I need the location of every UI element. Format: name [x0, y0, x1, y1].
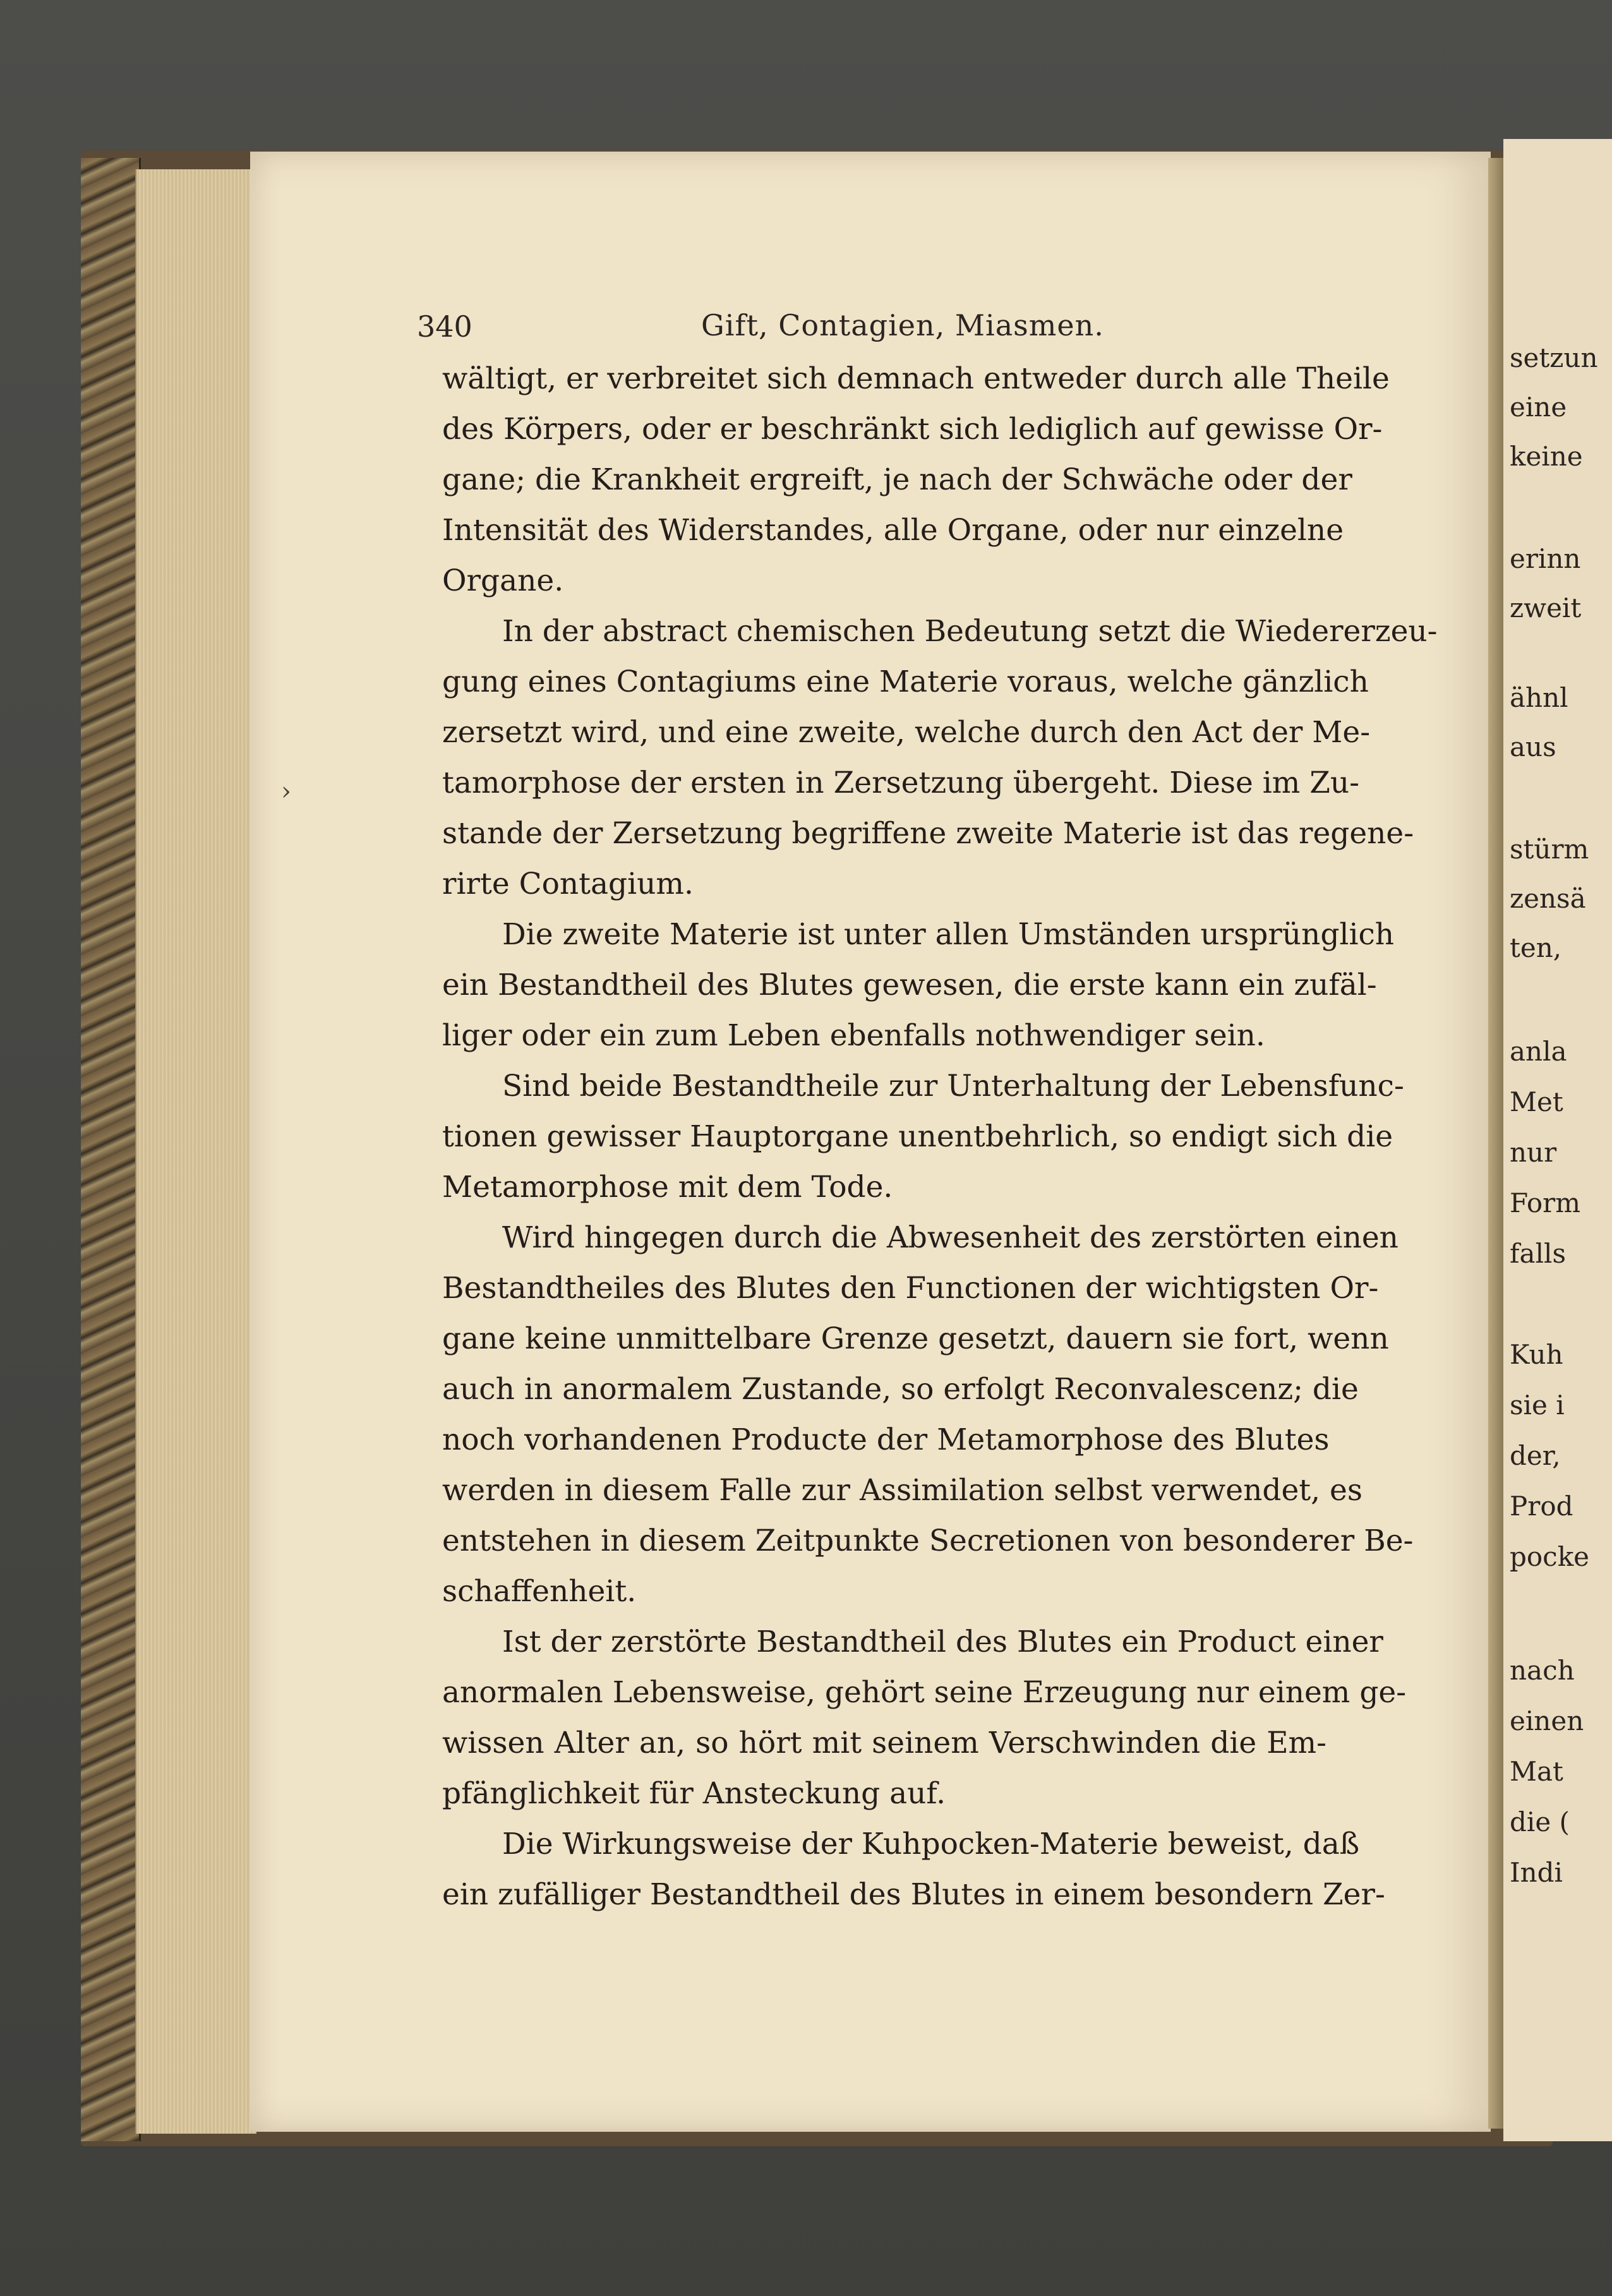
page-block-edges: [135, 169, 256, 2134]
paragraph-start: Wird hingegen durch die Abwesenheit des zerstörten einen: [502, 1220, 1398, 1255]
paragraph-start: Die Wirkungsweise der Kuhpocken-Materie beweist, daß: [502, 1827, 1360, 1861]
text-line: Intensität des Widerstandes, alle Organe, oder nur einzelne: [442, 513, 1344, 548]
facing-fragment: sie i: [1510, 1390, 1565, 1421]
body-text: [442, 354, 1438, 1920]
text-line: auch in anormalem Zustande, so erfolgt Reconvalescenz; die: [442, 1372, 1359, 1407]
text-line: Bestandtheiles des Blutes den Functionen der wichtigsten Or-: [442, 1271, 1379, 1306]
text-line: gane; die Krankheit ergreift, je nach der Schwäche oder der: [442, 462, 1352, 497]
text-line: zersetzt wird, und eine zweite, welche durch den Act der Me-: [442, 715, 1371, 750]
text-line: schaffenheit.: [442, 1574, 637, 1609]
text-line: anormalen Lebensweise, gehört seine Erzeugung nur einem ge-: [442, 1675, 1407, 1710]
text-line: Metamorphose mit dem Tode.: [442, 1170, 893, 1205]
text-line: liger oder ein zum Leben ebenfalls nothwendiger sein.: [442, 1018, 1265, 1053]
running-head: Gift, Contagien, Miasmen.: [701, 308, 1104, 342]
facing-fragment: Form: [1510, 1187, 1581, 1218]
text-line: ein zufälliger Bestandtheil des Blutes in einem besondern Zer-: [442, 1877, 1385, 1912]
facing-fragment: anla: [1510, 1036, 1567, 1067]
text-line: gung eines Contagiums eine Materie voraus, welche gänzlich: [442, 664, 1369, 699]
page-number: 340: [417, 310, 472, 344]
facing-fragment: nur: [1510, 1137, 1557, 1168]
marbled-edge: [81, 158, 141, 2141]
marginal-mark: ›: [281, 777, 291, 806]
text-line: noch vorhandenen Producte der Metamorphose des Blutes: [442, 1422, 1330, 1457]
facing-fragment: einen: [1510, 1705, 1584, 1736]
facing-fragment: zweit: [1510, 592, 1582, 623]
paragraph-start: Sind beide Bestandtheile zur Unterhaltung der Lebensfunc-: [502, 1069, 1404, 1103]
text-line: werden in diesem Falle zur Assimilation selbst verwendet, es: [442, 1473, 1362, 1508]
paragraph-start: In der abstract chemischen Bedeutung setzt die Wiedererzeu-: [502, 614, 1438, 649]
facing-fragment: stürm: [1510, 834, 1589, 865]
text-line: Organe.: [442, 563, 564, 598]
paragraph-start: Ist der zerstörte Bestandtheil des Blutes ein Product einer: [502, 1625, 1383, 1659]
facing-fragment: der,: [1510, 1440, 1561, 1471]
text-line: stande der Zersetzung begriffene zweite Materie ist das regene-: [442, 816, 1414, 851]
facing-fragment: die (: [1510, 1806, 1570, 1837]
text-line: tionen gewisser Hauptorgane unentbehrlich, so endigt sich die: [442, 1119, 1393, 1154]
facing-fragment: setzun: [1510, 342, 1598, 373]
text-line: wältigt, er verbreitet sich demnach entweder durch alle Theile: [442, 361, 1390, 396]
facing-page: [1503, 139, 1612, 2141]
text-line: rirte Contagium.: [442, 867, 694, 901]
facing-fragment: Kuh: [1510, 1339, 1563, 1370]
page-gutter: [1488, 158, 1503, 2129]
text-line: gane keine unmittelbare Grenze gesetzt, dauern sie fort, wenn: [442, 1321, 1389, 1356]
facing-fragment: Mat: [1510, 1756, 1563, 1787]
facing-fragment: nach: [1510, 1655, 1575, 1686]
text-line: wissen Alter an, so hört mit seinem Verschwinden die Em-: [442, 1726, 1326, 1760]
facing-fragment: Met: [1510, 1086, 1563, 1117]
text-line: des Körpers, oder er beschränkt sich lediglich auf gewisse Or-: [442, 412, 1383, 447]
paragraph-start: Die zweite Materie ist unter allen Umständen ursprünglich: [502, 917, 1395, 952]
text-line: ein Bestandtheil des Blutes gewesen, die erste kann ein zufäl-: [442, 968, 1377, 1002]
facing-fragment: ähnl: [1510, 682, 1568, 713]
facing-fragment: zensä: [1510, 883, 1586, 914]
text-line: entstehen in diesem Zeitpunkte Secretionen von besonderer Be-: [442, 1524, 1414, 1558]
text-line: pfänglichkeit für Ansteckung auf.: [442, 1776, 946, 1811]
facing-fragment: erinn: [1510, 543, 1581, 574]
facing-fragment: ten,: [1510, 932, 1562, 963]
facing-fragment: pocke: [1510, 1541, 1589, 1572]
facing-fragment: falls: [1510, 1238, 1567, 1269]
facing-fragment: keine: [1510, 441, 1583, 472]
facing-fragment: Indi: [1510, 1857, 1563, 1888]
facing-fragment: eine: [1510, 392, 1567, 423]
facing-fragment: aus: [1510, 731, 1556, 762]
facing-fragment: Prod: [1510, 1491, 1573, 1522]
text-line: tamorphose der ersten in Zersetzung übergeht. Diese im Zu-: [442, 766, 1360, 800]
